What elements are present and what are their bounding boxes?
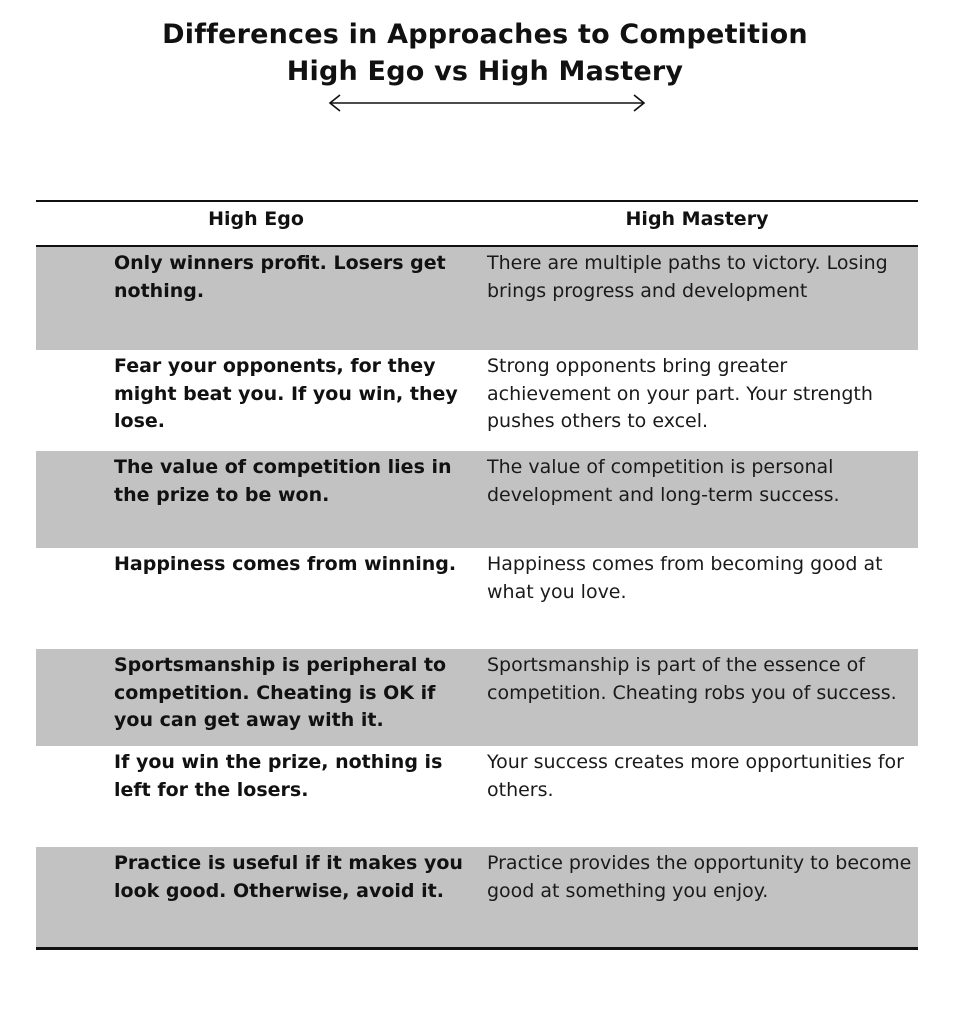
high-ego-cell: Practice is useful if it makes you look good. Otherwise, avoid it. [114, 852, 463, 902]
high-ego-cell: Only winners profit. Losers get nothing. [114, 252, 446, 302]
table-top-rule [36, 200, 918, 202]
high-mastery-cell: Practice provides the opportunity to become good at something you enjoy. [487, 852, 912, 902]
table-row [36, 746, 918, 847]
table-row [36, 548, 918, 649]
high-mastery-cell: Happiness comes from becoming good at what you love. [487, 553, 883, 603]
column-header-high-mastery: High Mastery [625, 208, 769, 230]
table-row [36, 649, 918, 746]
double-headed-arrow-icon [326, 92, 648, 114]
high-ego-cell: The value of competition lies in the prize to be won. [114, 456, 452, 506]
high-mastery-cell: Your success creates more opportunities for others. [487, 751, 904, 801]
high-ego-cell: Sportsmanship is peripheral to competition. Cheating is OK if you can get away with it. [114, 654, 447, 731]
table-row [36, 451, 918, 548]
table-row [36, 350, 918, 451]
title-line-1: Differences in Approaches to Competition [162, 19, 808, 50]
high-ego-cell: If you win the prize, nothing is left for the losers. [114, 751, 443, 801]
comparison-table [36, 200, 918, 950]
title-line-2: High Ego vs High Mastery [286, 56, 684, 87]
table-bottom-rule [36, 947, 918, 950]
high-ego-cell: Fear your opponents, for they might beat you. If you win, they lose. [114, 355, 458, 432]
high-mastery-cell: There are multiple paths to victory. Losing brings progress and development [487, 252, 888, 302]
high-mastery-cell: Strong opponents bring greater achievement on your part. Your strength pushes others to excel. [487, 355, 873, 432]
high-mastery-cell: Sportsmanship is part of the essence of competition. Cheating robs you of success. [487, 654, 897, 704]
high-mastery-cell: The value of competition is personal development and long-term success. [487, 456, 840, 506]
high-ego-cell: Happiness comes from winning. [114, 553, 457, 575]
table-row [36, 247, 918, 350]
table-row [36, 847, 918, 947]
column-header-high-ego: High Ego [208, 208, 304, 230]
